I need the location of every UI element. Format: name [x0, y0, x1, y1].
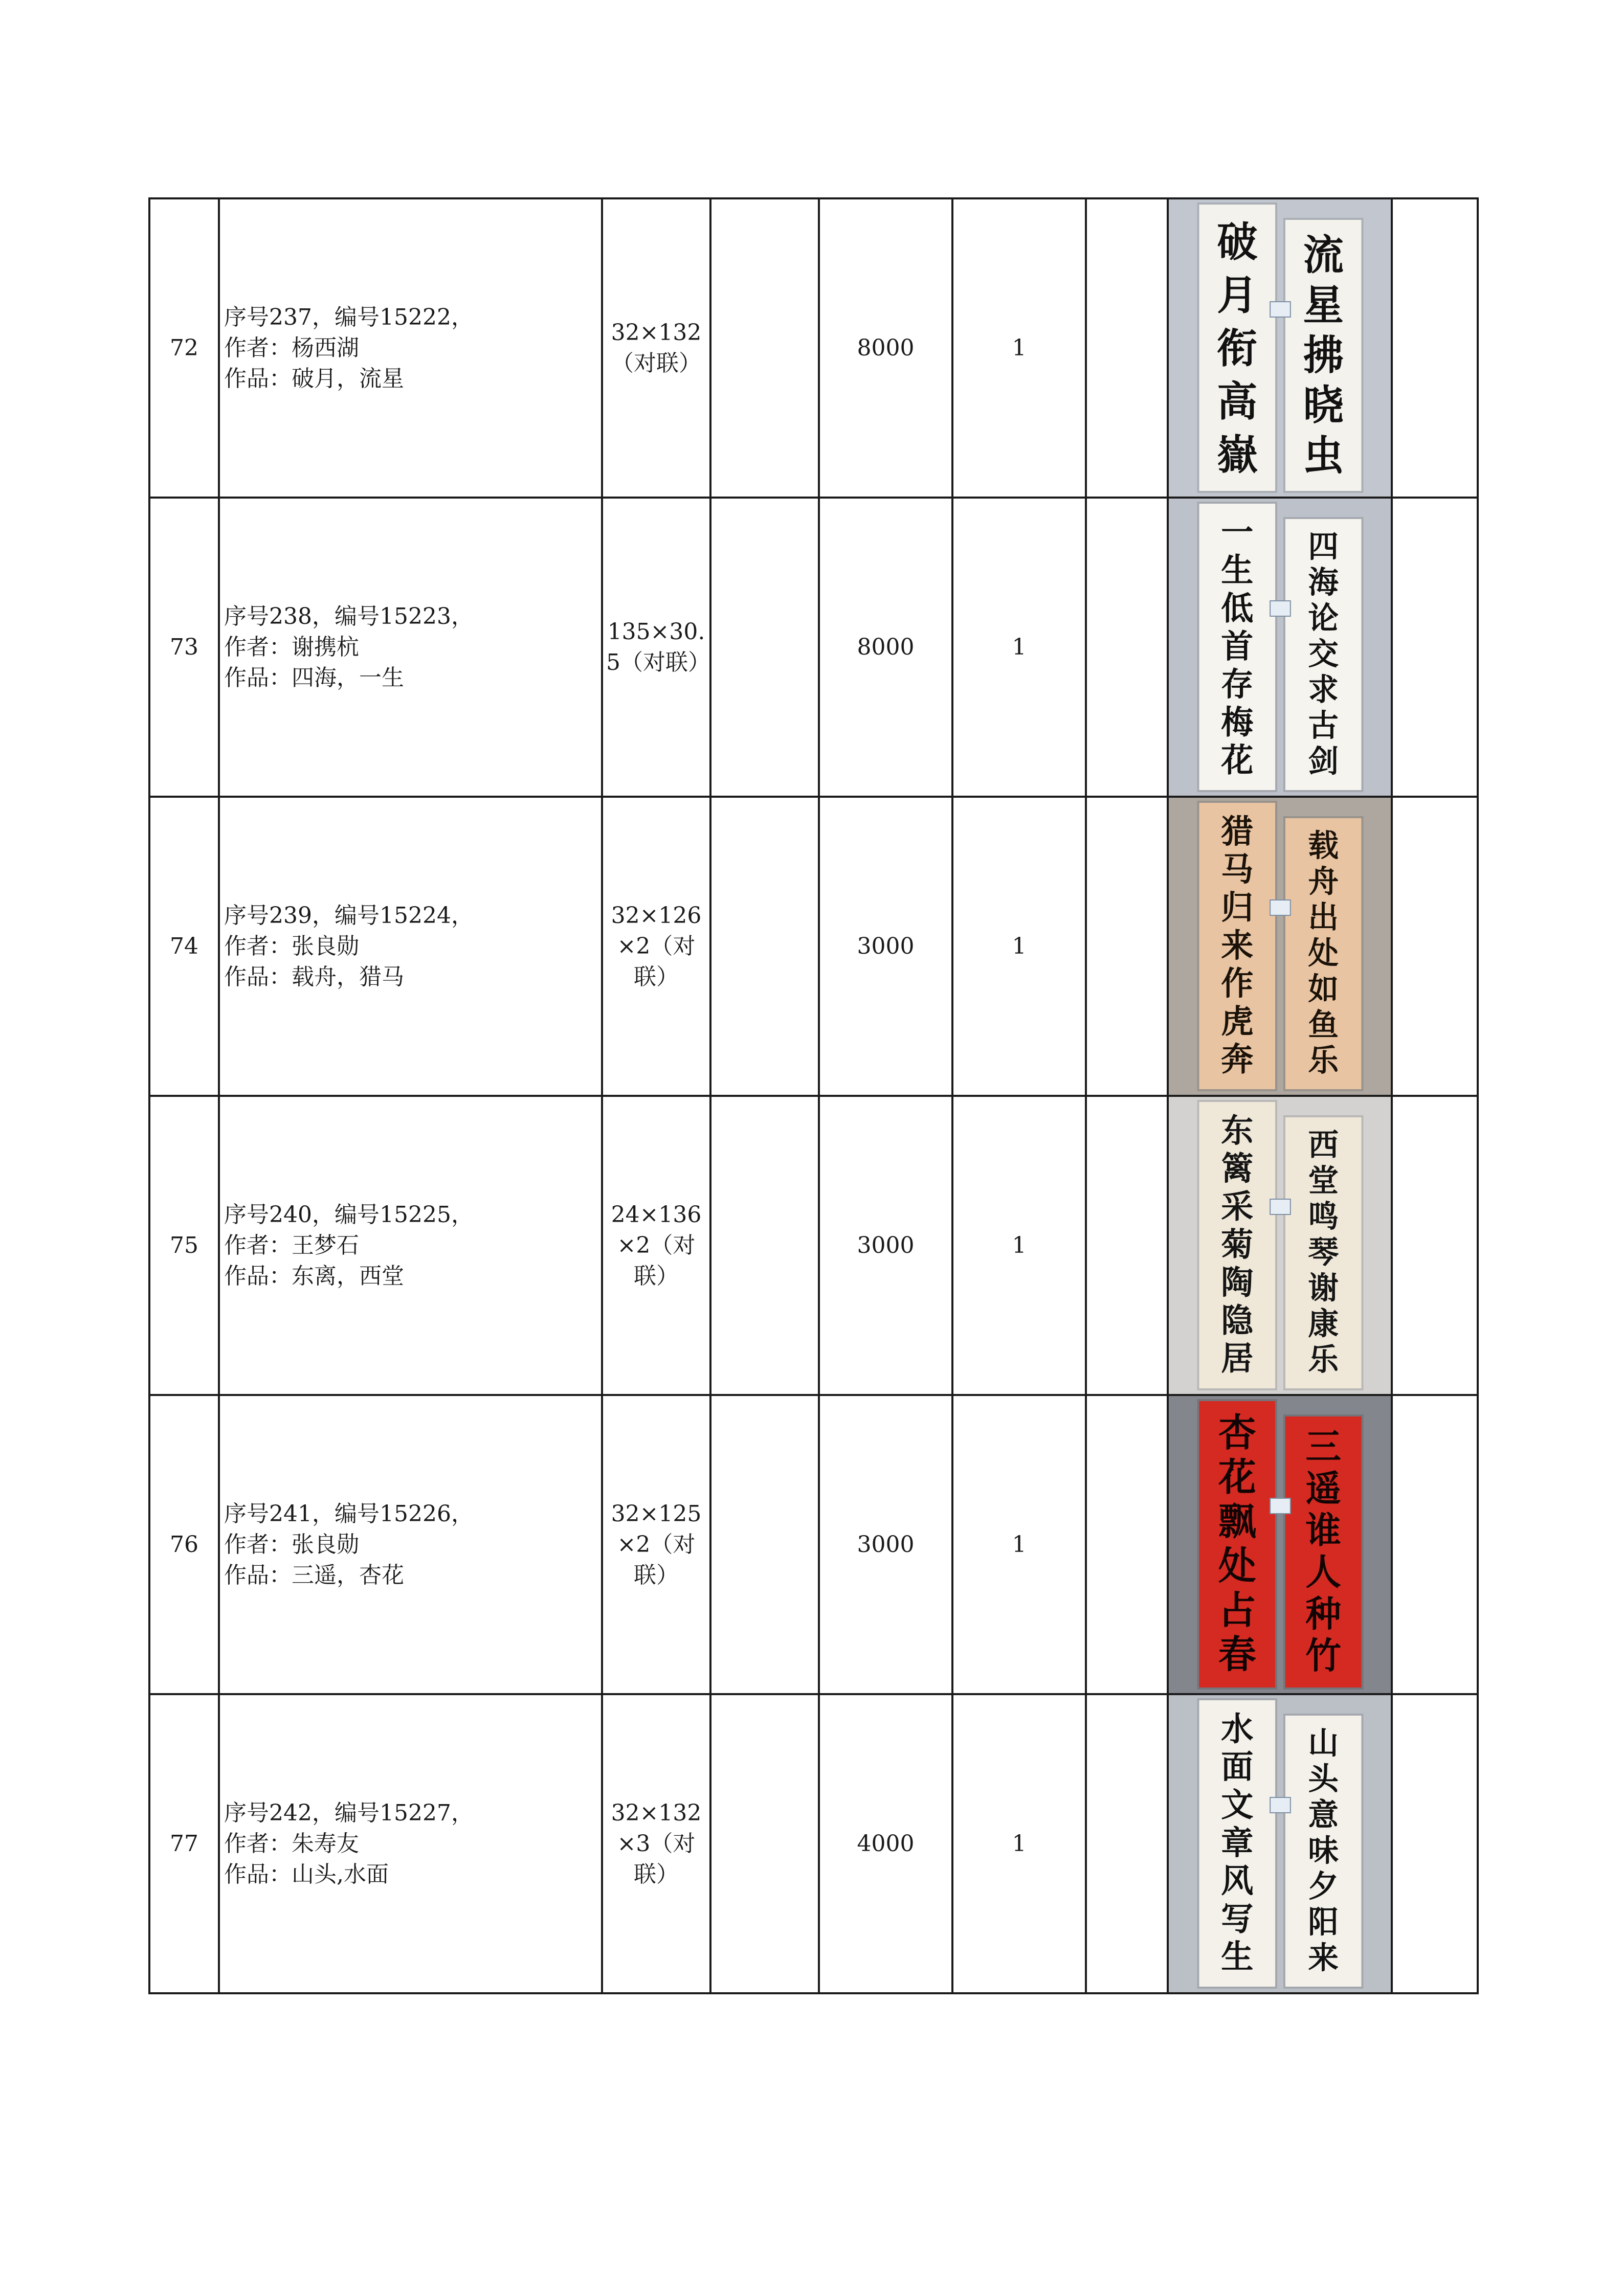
dimensions-cell: 32×126×2（对联）: [602, 797, 710, 1096]
lot-tag-sticker: [1270, 900, 1291, 915]
author-line: 作者：张良勋: [224, 933, 359, 959]
calligraphy-character: 马: [1221, 849, 1254, 889]
right-scroll: [1283, 1714, 1364, 1989]
lot-number: 序号241，编号15226，: [224, 1500, 474, 1527]
empty-cell: [710, 1096, 819, 1395]
calligraphy-character: 论: [1308, 600, 1339, 637]
description-cell: [219, 1395, 602, 1694]
calligraphy-character: 阳: [1308, 1904, 1339, 1941]
calligraphy-character: 作: [1221, 963, 1254, 1003]
description-cell: [219, 1096, 602, 1395]
calligraphy-character: 嶽: [1217, 430, 1258, 479]
empty-cell: [1392, 498, 1478, 797]
dimensions-cell: 32×132×3（对联）: [602, 1694, 710, 1993]
empty-cell: [1392, 1395, 1478, 1694]
auction-table: [148, 197, 1479, 1994]
calligraphy-character: 夕: [1308, 1869, 1339, 1905]
dimensions-cell: 135×30.5（对联）: [602, 498, 710, 797]
right-scroll: [1283, 816, 1364, 1091]
quantity-cell: 1: [952, 198, 1086, 498]
calligraphy-character: 低: [1221, 589, 1254, 627]
calligraphy-character: 载: [1308, 828, 1339, 864]
calligraphy-character: 面: [1221, 1747, 1254, 1786]
dimensions-cell: 32×132（对联）: [602, 198, 710, 498]
calligraphy-character: 占: [1218, 1587, 1256, 1633]
empty-cell: [710, 198, 819, 498]
description-cell: [219, 797, 602, 1096]
calligraphy-photo: [1169, 1695, 1391, 1992]
calligraphy-character: 三: [1305, 1426, 1342, 1468]
calligraphy-character: 来: [1308, 1940, 1339, 1976]
left-scroll: [1197, 202, 1277, 493]
empty-cell: [710, 797, 819, 1096]
author-line: 作者：谢携杭: [224, 634, 359, 660]
empty-cell: [1086, 198, 1168, 498]
row-index-cell: 77: [149, 1694, 219, 1993]
row-index-cell: 72: [149, 198, 219, 498]
price-cell: 3000: [819, 1395, 952, 1694]
calligraphy-character: 谢: [1308, 1270, 1339, 1307]
left-scroll: [1197, 801, 1277, 1091]
empty-cell: [1086, 1395, 1168, 1694]
calligraphy-character: 虎: [1221, 1002, 1254, 1041]
calligraphy-character: 头: [1308, 1761, 1339, 1797]
left-scroll: [1197, 1100, 1277, 1390]
author-line: 作者：朱寿友: [224, 1830, 359, 1857]
calligraphy-character: 隐: [1221, 1301, 1254, 1340]
calligraphy-character: 味: [1308, 1833, 1339, 1869]
price-cell: 3000: [819, 1096, 952, 1395]
calligraphy-character: 一: [1221, 512, 1254, 552]
calligraphy-character: 衔: [1217, 324, 1258, 373]
price-cell: 8000: [819, 198, 952, 498]
calligraphy-character: 流: [1303, 231, 1344, 279]
calligraphy-character: 出: [1308, 899, 1339, 936]
calligraphy-character: 琴: [1308, 1234, 1339, 1271]
lot-number: 序号242，编号15227，: [224, 1799, 474, 1826]
lot-number: 序号239，编号15224，: [224, 902, 474, 929]
calligraphy-character: 花: [1221, 740, 1254, 779]
table-body: [149, 198, 1478, 1993]
price-cell: 4000: [819, 1694, 952, 1993]
quantity-cell: 1: [952, 1395, 1086, 1694]
empty-cell: [1392, 198, 1478, 498]
calligraphy-character: 写: [1221, 1899, 1254, 1938]
dimensions-cell: 24×136×2（对联）: [602, 1096, 710, 1395]
calligraphy-character: 菊: [1221, 1225, 1254, 1264]
calligraphy-character: 月: [1217, 271, 1258, 320]
lot-tag-sticker: [1270, 601, 1291, 616]
calligraphy-character: 处: [1308, 935, 1339, 972]
calligraphy-character: 风: [1221, 1861, 1254, 1900]
quantity-cell: 1: [952, 1694, 1086, 1993]
calligraphy-character: 水: [1221, 1709, 1254, 1748]
empty-cell: [1086, 498, 1168, 797]
calligraphy-character: 乐: [1308, 1043, 1339, 1079]
description-cell: [219, 198, 602, 498]
calligraphy-character: 谁: [1305, 1509, 1342, 1552]
calligraphy-character: 古: [1308, 708, 1339, 744]
calligraphy-character: 春: [1218, 1632, 1256, 1677]
calligraphy-character: 乐: [1308, 1342, 1339, 1378]
price-cell: 8000: [819, 498, 952, 797]
table-row: [149, 1096, 1478, 1395]
calligraphy-character: 杏: [1218, 1410, 1256, 1455]
calligraphy-character: 高: [1217, 377, 1258, 426]
calligraphy-character: 鱼: [1308, 1007, 1339, 1043]
calligraphy-character: 生: [1221, 1937, 1254, 1976]
calligraphy-photo: [1169, 199, 1391, 497]
empty-cell: [1392, 797, 1478, 1096]
lot-number: 序号240，编号15225，: [224, 1201, 474, 1228]
row-index-cell: 73: [149, 498, 219, 797]
work-title: 作品：四海，一生: [224, 664, 404, 691]
photo-cell: [1168, 198, 1392, 498]
calligraphy-character: 拂: [1303, 331, 1344, 379]
calligraphy-character: 飘: [1218, 1499, 1256, 1544]
table-row: [149, 797, 1478, 1096]
row-index-cell: 75: [149, 1096, 219, 1395]
photo-cell: [1168, 797, 1392, 1096]
calligraphy-character: 种: [1305, 1593, 1342, 1635]
calligraphy-character: 星: [1303, 281, 1344, 329]
empty-cell: [1086, 797, 1168, 1096]
author-line: 作者：杨西湖: [224, 334, 359, 361]
calligraphy-character: 海: [1308, 565, 1339, 601]
empty-cell: [1086, 1694, 1168, 1993]
photo-cell: [1168, 1395, 1392, 1694]
calligraphy-photo: [1169, 1396, 1391, 1693]
row-index-cell: 74: [149, 797, 219, 1096]
calligraphy-photo: [1169, 1097, 1391, 1394]
lot-number: 序号237，编号15222，: [224, 304, 474, 330]
row-index-cell: 76: [149, 1395, 219, 1694]
price-cell: 3000: [819, 797, 952, 1096]
empty-cell: [1392, 1096, 1478, 1395]
calligraphy-character: 剑: [1308, 744, 1339, 780]
calligraphy-character: 山: [1308, 1725, 1339, 1762]
author-line: 作者：王梦石: [224, 1232, 359, 1258]
calligraphy-character: 人: [1305, 1551, 1342, 1593]
empty-cell: [1392, 1694, 1478, 1993]
right-scroll: [1283, 1115, 1364, 1390]
calligraphy-character: 居: [1221, 1339, 1254, 1378]
calligraphy-character: 如: [1308, 971, 1339, 1007]
calligraphy-character: 破: [1217, 217, 1258, 266]
calligraphy-character: 梅: [1221, 703, 1254, 741]
left-scroll: [1197, 1698, 1277, 1989]
work-title: 作品：破月，流星: [224, 365, 404, 392]
photo-cell: [1168, 498, 1392, 797]
description-cell: [219, 498, 602, 797]
calligraphy-character: 西: [1308, 1127, 1339, 1163]
calligraphy-character: 采: [1221, 1187, 1254, 1226]
calligraphy-photo: [1169, 798, 1391, 1095]
table-row: [149, 1694, 1478, 1993]
calligraphy-character: 首: [1221, 626, 1254, 665]
calligraphy-character: 遥: [1305, 1468, 1342, 1510]
empty-cell: [710, 1395, 819, 1694]
right-scroll: [1283, 218, 1364, 493]
photo-cell: [1168, 1096, 1392, 1395]
calligraphy-character: 虫: [1303, 431, 1344, 480]
calligraphy-character: 康: [1308, 1306, 1339, 1342]
calligraphy-character: 鸣: [1308, 1199, 1339, 1235]
calligraphy-character: 归: [1221, 888, 1254, 927]
dimensions-cell: 32×125×2（对联）: [602, 1395, 710, 1694]
empty-cell: [710, 498, 819, 797]
table-row: [149, 1395, 1478, 1694]
calligraphy-character: 四: [1308, 529, 1339, 565]
calligraphy-character: 文: [1221, 1785, 1254, 1824]
calligraphy-character: 求: [1308, 672, 1339, 708]
right-scroll: [1283, 517, 1364, 792]
calligraphy-character: 章: [1221, 1823, 1254, 1862]
calligraphy-character: 篱: [1221, 1149, 1254, 1188]
calligraphy-character: 舟: [1308, 864, 1339, 900]
table-row: [149, 198, 1478, 498]
lot-tag-sticker: [1270, 1498, 1291, 1514]
work-title: 作品：载舟，猎马: [224, 963, 404, 990]
calligraphy-character: 东: [1221, 1111, 1254, 1150]
calligraphy-character: 堂: [1308, 1163, 1339, 1199]
calligraphy-character: 处: [1218, 1543, 1256, 1588]
calligraphy-character: 奔: [1221, 1040, 1254, 1078]
calligraphy-character: 花: [1218, 1454, 1256, 1500]
work-title: 作品：东离，西堂: [224, 1263, 404, 1289]
description-cell: [219, 1694, 602, 1993]
calligraphy-character: 来: [1221, 926, 1254, 964]
calligraphy-character: 晓: [1303, 381, 1344, 430]
calligraphy-photo: [1169, 499, 1391, 796]
empty-cell: [710, 1694, 819, 1993]
lot-tag-sticker: [1270, 1797, 1291, 1813]
calligraphy-character: 生: [1221, 550, 1254, 590]
calligraphy-character: 存: [1221, 664, 1254, 704]
calligraphy-character: 意: [1308, 1797, 1339, 1833]
quantity-cell: 1: [952, 797, 1086, 1096]
left-scroll: [1197, 502, 1277, 792]
table-row: [149, 498, 1478, 797]
empty-cell: [1086, 1096, 1168, 1395]
photo-cell: [1168, 1694, 1392, 1993]
quantity-cell: 1: [952, 498, 1086, 797]
lot-number: 序号238，编号15223，: [224, 603, 474, 629]
left-scroll: [1197, 1399, 1277, 1690]
work-title: 作品：山头,水面: [224, 1861, 389, 1887]
calligraphy-character: 交: [1308, 636, 1339, 672]
calligraphy-character: 竹: [1305, 1634, 1342, 1677]
author-line: 作者：张良勋: [224, 1531, 359, 1558]
lot-tag-sticker: [1270, 1199, 1291, 1214]
calligraphy-character: 猎: [1221, 812, 1254, 851]
lot-tag-sticker: [1270, 302, 1291, 317]
work-title: 作品：三遥，杏花: [224, 1562, 404, 1588]
right-scroll: [1283, 1414, 1364, 1690]
calligraphy-character: 陶: [1221, 1263, 1254, 1302]
quantity-cell: 1: [952, 1096, 1086, 1395]
